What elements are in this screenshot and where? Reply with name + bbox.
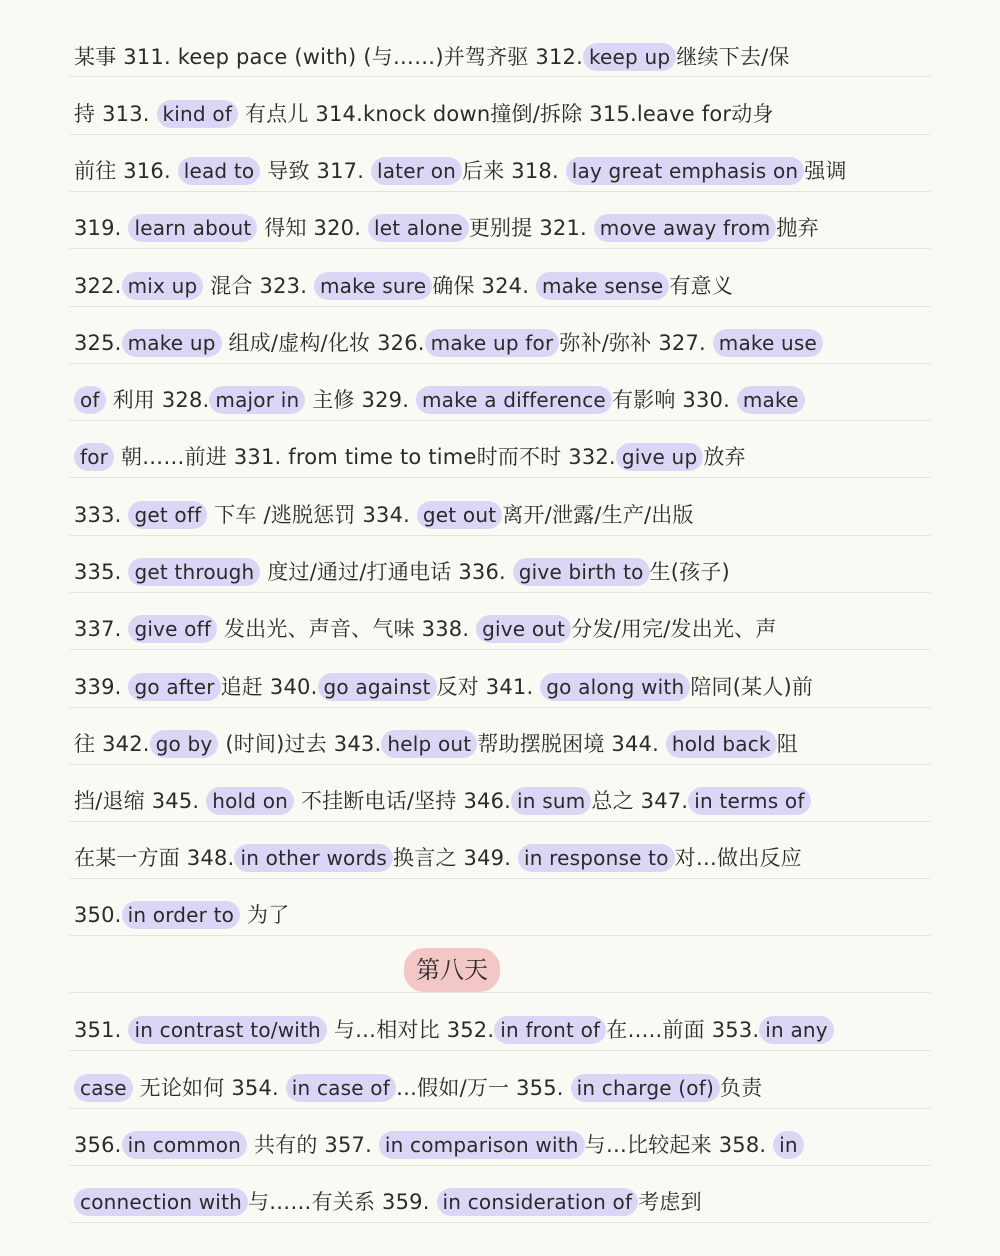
text-segment: 前往 316. bbox=[74, 159, 178, 183]
text-segment: 强调 bbox=[804, 159, 847, 183]
text-segment: 有意义 bbox=[669, 274, 733, 298]
text-segment: leave for bbox=[636, 102, 732, 126]
highlighted-phrase: in terms of bbox=[688, 787, 810, 815]
text-line bbox=[74, 151, 934, 191]
ruled-line bbox=[70, 1165, 930, 1166]
text-segment: 339. bbox=[74, 675, 129, 699]
highlighted-phrase: move away from bbox=[594, 214, 777, 242]
text-segment: 无论如何 354. bbox=[132, 1076, 286, 1100]
highlighted-phrase: case bbox=[74, 1074, 133, 1102]
text-line bbox=[74, 37, 934, 77]
text-line bbox=[74, 724, 934, 764]
text-segment: 度过/通过/打通电话 336. bbox=[260, 560, 513, 584]
highlighted-phrase: in contrast to/with bbox=[128, 1016, 327, 1044]
text-line bbox=[74, 380, 934, 420]
ruled-line bbox=[70, 306, 930, 307]
highlighted-phrase: in other words bbox=[234, 844, 393, 872]
highlighted-phrase: connection with bbox=[74, 1188, 248, 1216]
text-segment: 不挂断电话/坚持 346. bbox=[294, 789, 512, 813]
text-line bbox=[74, 895, 934, 935]
highlighted-phrase: in sum bbox=[511, 787, 591, 815]
text-segment: 生(孩子) bbox=[649, 560, 730, 584]
text-line bbox=[74, 781, 934, 821]
highlighted-phrase: make up bbox=[122, 329, 222, 357]
highlighted-phrase: give birth to bbox=[513, 558, 650, 586]
text-segment: 共有的 357. bbox=[247, 1133, 379, 1157]
ruled-line bbox=[70, 649, 930, 650]
text-segment: 抛弃 bbox=[776, 216, 819, 240]
text-segment: (与……)并驾齐驱 312. bbox=[356, 45, 583, 69]
text-segment: knock down bbox=[362, 102, 491, 126]
highlighted-phrase: lay great emphasis on bbox=[566, 157, 805, 185]
text-segment: …假如/万一 355. bbox=[395, 1076, 571, 1100]
highlighted-phrase: keep up bbox=[583, 43, 676, 71]
ruled-line bbox=[70, 821, 930, 822]
text-segment: 继续下去/保 bbox=[676, 45, 790, 69]
text-segment: (时间)过去 343. bbox=[218, 732, 382, 756]
ruled-line bbox=[70, 248, 930, 249]
text-segment: 350. bbox=[74, 903, 122, 927]
text-segment: 混合 323. bbox=[203, 274, 314, 298]
ruled-line bbox=[70, 134, 930, 135]
highlighted-phrase: of bbox=[74, 386, 106, 414]
text-segment: 与…相对比 352. bbox=[326, 1018, 495, 1042]
text-segment: 撞倒/拆除 315. bbox=[490, 102, 637, 126]
text-segment: 有影响 330. bbox=[611, 388, 737, 412]
text-segment: 与……有关系 359. bbox=[247, 1190, 437, 1214]
ruled-line bbox=[70, 592, 930, 593]
ruled-line bbox=[70, 420, 930, 421]
ruled-line bbox=[70, 764, 930, 765]
text-segment: 333. bbox=[74, 503, 129, 527]
text-segment: 351. bbox=[74, 1018, 129, 1042]
text-segment: 换言之 349. bbox=[393, 846, 518, 870]
text-line bbox=[74, 1068, 934, 1108]
highlighted-phrase: hold on bbox=[206, 787, 294, 815]
highlighted-phrase: in front of bbox=[494, 1016, 606, 1044]
ruled-line bbox=[70, 707, 930, 708]
text-segment: 离开/泄露/生产/出版 bbox=[502, 503, 694, 527]
ruled-line bbox=[70, 191, 930, 192]
ruled-line bbox=[70, 1050, 930, 1051]
highlighted-phrase: hold back bbox=[666, 730, 777, 758]
text-line bbox=[74, 1182, 934, 1222]
highlighted-phrase: make sure bbox=[314, 272, 432, 300]
text-line bbox=[74, 838, 934, 878]
text-line bbox=[74, 1010, 934, 1050]
text-segment: 得知 320. bbox=[257, 216, 368, 240]
text-segment: 主修 329. bbox=[305, 388, 416, 412]
highlighted-phrase: for bbox=[74, 443, 114, 471]
text-line bbox=[74, 495, 934, 535]
ruled-line bbox=[70, 1222, 930, 1223]
text-segment: 发出光、声音、气味 338. bbox=[217, 617, 477, 641]
highlighted-phrase: lead to bbox=[178, 157, 261, 185]
highlighted-phrase: in consideration of bbox=[437, 1188, 639, 1216]
text-segment: 356. bbox=[74, 1133, 122, 1157]
text-segment: from time to time bbox=[288, 445, 477, 469]
text-segment: 后来 318. bbox=[462, 159, 566, 183]
text-segment: 导致 317. bbox=[260, 159, 371, 183]
text-segment: 确保 324. bbox=[432, 274, 536, 298]
ruled-line bbox=[70, 1108, 930, 1109]
text-segment: 阻 bbox=[776, 732, 798, 756]
text-segment: 时而不时 332. bbox=[476, 445, 616, 469]
highlighted-phrase: make use bbox=[713, 329, 823, 357]
text-line bbox=[74, 208, 934, 248]
text-segment: 对…做出反应 bbox=[674, 846, 802, 870]
text-line bbox=[74, 323, 934, 363]
text-segment: 弥补/弥补 327. bbox=[559, 331, 713, 355]
highlighted-phrase: make sense bbox=[536, 272, 669, 300]
highlighted-phrase: mix up bbox=[122, 272, 204, 300]
highlighted-phrase: go by bbox=[150, 730, 219, 758]
highlighted-phrase: make a difference bbox=[416, 386, 612, 414]
text-segment: 挡/退缩 345. bbox=[74, 789, 207, 813]
highlighted-phrase: kind of bbox=[157, 100, 239, 128]
ruled-line bbox=[70, 535, 930, 536]
text-segment: 考虑到 bbox=[638, 1190, 702, 1214]
text-segment: 陪同(某人)前 bbox=[690, 675, 814, 699]
text-segment: 在某一方面 348. bbox=[74, 846, 235, 870]
highlighted-phrase: in case of bbox=[286, 1074, 396, 1102]
text-line bbox=[74, 437, 934, 477]
text-segment: 利用 328. bbox=[105, 388, 210, 412]
text-line bbox=[74, 552, 934, 592]
text-segment: 总之 347. bbox=[591, 789, 689, 813]
highlighted-phrase: go against bbox=[318, 673, 437, 701]
text-segment: 反对 341. bbox=[436, 675, 541, 699]
ruled-line bbox=[70, 363, 930, 364]
highlighted-phrase: make bbox=[737, 386, 805, 414]
highlighted-phrase: let alone bbox=[368, 214, 469, 242]
text-segment: 某事 311. bbox=[74, 45, 178, 69]
highlighted-phrase: in charge (of) bbox=[571, 1074, 720, 1102]
text-segment: 为了 bbox=[240, 903, 290, 927]
text-segment: 325. bbox=[74, 331, 122, 355]
highlighted-phrase: in comparison with bbox=[379, 1131, 585, 1159]
text-segment: keep pace (with) bbox=[177, 45, 357, 69]
text-segment: 朝……前进 331. bbox=[114, 445, 289, 469]
text-line bbox=[74, 266, 934, 306]
text-segment: 动身 bbox=[731, 102, 774, 126]
day-eight-heading: 第八天 bbox=[404, 948, 500, 992]
text-line bbox=[74, 94, 934, 134]
highlighted-phrase: get out bbox=[417, 501, 502, 529]
text-segment: 与…比较起来 358. bbox=[584, 1133, 774, 1157]
text-segment: 在…..前面 353. bbox=[606, 1018, 760, 1042]
text-segment: 319. bbox=[74, 216, 129, 240]
highlighted-phrase: in response to bbox=[518, 844, 675, 872]
text-segment: 更别提 321. bbox=[468, 216, 594, 240]
highlighted-phrase: make up for bbox=[425, 329, 560, 357]
ruled-line bbox=[70, 992, 930, 993]
text-segment: 322. bbox=[74, 274, 122, 298]
text-segment: 有点儿 314. bbox=[238, 102, 363, 126]
text-segment: 335. bbox=[74, 560, 129, 584]
ruled-line bbox=[70, 935, 930, 936]
highlighted-phrase: major in bbox=[209, 386, 305, 414]
highlighted-phrase: later on bbox=[371, 157, 462, 185]
text-segment: 追赶 340. bbox=[220, 675, 318, 699]
highlighted-phrase: go along with bbox=[540, 673, 690, 701]
highlighted-phrase: in bbox=[773, 1131, 804, 1159]
highlighted-phrase: in order to bbox=[122, 901, 241, 929]
text-segment: 帮助摆脱困境 344. bbox=[477, 732, 666, 756]
text-segment: 下车 /逃脱惩罚 334. bbox=[207, 503, 417, 527]
text-segment: 337. bbox=[74, 617, 129, 641]
text-segment: 放弃 bbox=[703, 445, 746, 469]
text-segment: 往 342. bbox=[74, 732, 150, 756]
ruled-line bbox=[70, 477, 930, 478]
text-segment: 分发/用完/发出光、声 bbox=[571, 617, 777, 641]
highlighted-phrase: in any bbox=[759, 1016, 834, 1044]
text-line bbox=[74, 609, 934, 649]
ruled-line bbox=[70, 878, 930, 879]
text-line bbox=[74, 667, 934, 707]
highlighted-phrase: learn about bbox=[128, 214, 257, 242]
highlighted-phrase: help out bbox=[381, 730, 477, 758]
text-segment: 组成/虚构/化妆 326. bbox=[221, 331, 425, 355]
highlighted-phrase: give off bbox=[128, 615, 217, 643]
text-segment: 持 313. bbox=[74, 102, 157, 126]
highlighted-phrase: get off bbox=[128, 501, 207, 529]
highlighted-phrase: get through bbox=[128, 558, 260, 586]
highlighted-phrase: in common bbox=[122, 1131, 248, 1159]
highlighted-phrase: go after bbox=[128, 673, 220, 701]
text-line bbox=[74, 1125, 934, 1165]
highlighted-phrase: give up bbox=[616, 443, 704, 471]
highlighted-phrase: give out bbox=[476, 615, 571, 643]
text-segment: 负责 bbox=[720, 1076, 763, 1100]
